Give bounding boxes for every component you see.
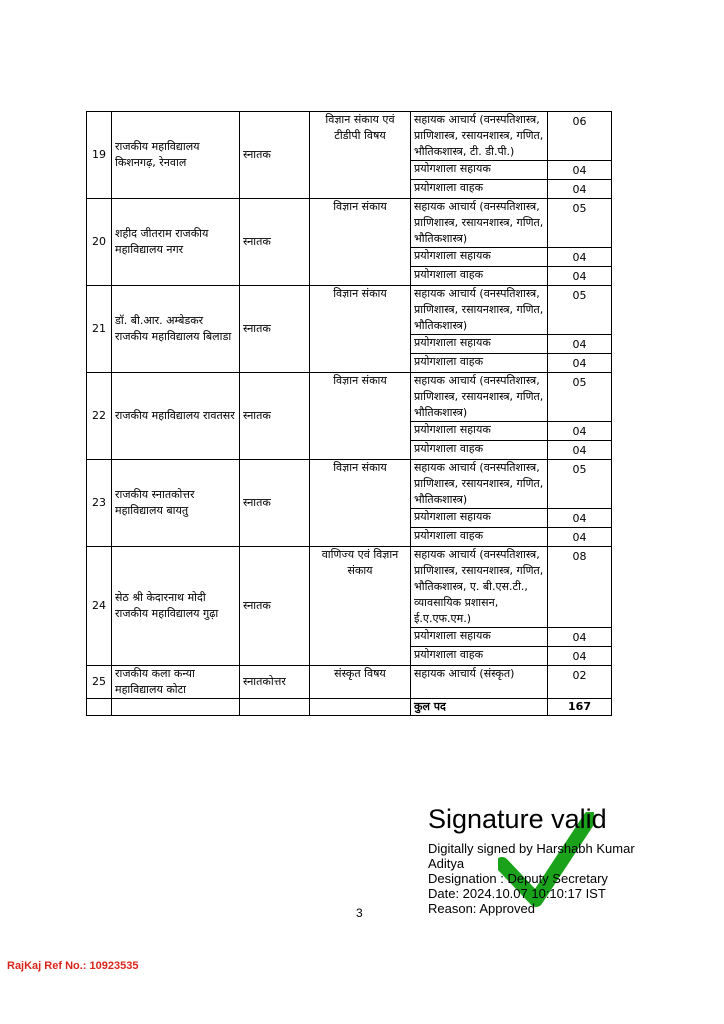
post-title-cell: प्रयोगशाला वाहक	[411, 647, 548, 666]
post-title-cell: प्रयोगशाला वाहक	[411, 180, 548, 199]
signature-designation: Designation : Deputy Secretary	[428, 871, 608, 886]
post-count-cell: 04	[548, 248, 612, 267]
course-level-cell: स्नातक	[240, 373, 310, 460]
post-count-cell: 08	[548, 547, 612, 628]
signature-reason: Reason: Approved	[428, 901, 535, 916]
course-level-cell: स्नातक	[240, 112, 310, 199]
table-row	[87, 199, 612, 248]
post-count-cell: 05	[548, 373, 612, 422]
post-title-cell: सहायक आचार्य (वनस्पतिशास्त्र, प्राणिशास्त्र, रसायनशास्त्र, गणित, भौतिकशास्त्र)	[411, 460, 548, 509]
college-name-cell: राजकीय महाविद्यालय किशनगढ़, रेनवाल	[112, 112, 240, 199]
post-title-cell: सहायक आचार्य (संस्कृत)	[411, 666, 548, 699]
faculty-cell: विज्ञान संकाय एवं टीडीपी विषय	[310, 112, 411, 199]
post-count-cell: 05	[548, 460, 612, 509]
table-body	[87, 112, 612, 716]
faculty-cell: विज्ञान संकाय	[310, 286, 411, 373]
post-title-cell: प्रयोगशाला सहायक	[411, 509, 548, 528]
serial-number-cell: 22	[87, 373, 112, 460]
post-count-cell: 05	[548, 286, 612, 335]
college-name-cell: राजकीय कला कन्या महाविद्यालय कोटा	[112, 666, 240, 699]
post-title-cell: सहायक आचार्य (वनस्पतिशास्त्र, प्राणिशास्त्र, रसायनशास्त्र, गणित, भौतिकशास्त्र)	[411, 199, 548, 248]
total-label-cell: कुल पद	[411, 699, 548, 716]
college-name-cell: शहीद जीतराम राजकीय महाविद्यालय नगर	[112, 199, 240, 286]
signature-signer-name: Aditya	[428, 856, 465, 871]
post-count-cell: 04	[548, 509, 612, 528]
college-name-cell: डॉ. बी.आर. अम्बेडकर राजकीय महाविद्यालय बिलाडा	[112, 286, 240, 373]
empty-cell	[87, 699, 112, 716]
post-count-cell: 04	[548, 528, 612, 547]
post-title-cell: सहायक आचार्य (वनस्पतिशास्त्र, प्राणिशास्त्र, रसायनशास्त्र, गणित, भौतिकशास्त्र, ए. बी.एस.टी., व्यावसायिक प्रशासन, ई.ए.एफ.एम.)	[411, 547, 548, 628]
posts-table	[86, 111, 612, 716]
empty-cell	[240, 699, 310, 716]
college-name-cell: सेठ श्री केदारनाथ मोदी राजकीय महाविद्यालय गुढ़ा	[112, 547, 240, 666]
post-count-cell: 04	[548, 628, 612, 647]
post-count-cell: 04	[548, 647, 612, 666]
post-count-cell: 04	[548, 441, 612, 460]
signature-status: Signature valid	[428, 804, 607, 834]
table-row	[87, 112, 612, 161]
post-title-cell: प्रयोगशाला सहायक	[411, 248, 548, 267]
table-row	[87, 373, 612, 422]
course-level-cell: स्नातकोत्तर	[240, 666, 310, 699]
faculty-cell: संस्कृत विषय	[310, 666, 411, 699]
post-count-cell: 04	[548, 180, 612, 199]
post-title-cell: प्रयोगशाला सहायक	[411, 335, 548, 354]
table-row	[87, 460, 612, 509]
post-title-cell: प्रयोगशाला सहायक	[411, 422, 548, 441]
table-row	[87, 666, 612, 699]
signature-signed-by: Digitally signed by Harshabh Kumar	[428, 841, 635, 856]
post-count-cell: 04	[548, 354, 612, 373]
serial-number-cell: 21	[87, 286, 112, 373]
post-title-cell: सहायक आचार्य (वनस्पतिशास्त्र, प्राणिशास्त्र, रसायनशास्त्र, गणित, भौतिकशास्त्र)	[411, 286, 548, 335]
faculty-cell: विज्ञान संकाय	[310, 460, 411, 547]
post-count-cell: 04	[548, 335, 612, 354]
total-row	[87, 699, 612, 716]
serial-number-cell: 19	[87, 112, 112, 199]
post-title-cell: प्रयोगशाला सहायक	[411, 161, 548, 180]
empty-cell	[310, 699, 411, 716]
college-name-cell: राजकीय स्नातकोत्तर महाविद्यालय बायतु	[112, 460, 240, 547]
table-row	[87, 547, 612, 628]
reference-number: RajKaj Ref No.: 10923535	[7, 960, 139, 972]
serial-number-cell: 23	[87, 460, 112, 547]
faculty-cell: विज्ञान संकाय	[310, 373, 411, 460]
serial-number-cell: 20	[87, 199, 112, 286]
empty-cell	[112, 699, 240, 716]
post-title-cell: सहायक आचार्य (वनस्पतिशास्त्र, प्राणिशास्त्र, रसायनशास्त्र, गणित, भौतिकशास्त्र, टी. डी.पी.)	[411, 112, 548, 161]
table-row	[87, 286, 612, 335]
serial-number-cell: 25	[87, 666, 112, 699]
course-level-cell: स्नातक	[240, 547, 310, 666]
signature-date: Date: 2024.10.07 10:10:17 IST	[428, 886, 606, 901]
post-count-cell: 06	[548, 112, 612, 161]
serial-number-cell: 24	[87, 547, 112, 666]
post-count-cell: 05	[548, 199, 612, 248]
course-level-cell: स्नातक	[240, 199, 310, 286]
total-value-cell: 167	[548, 699, 612, 716]
course-level-cell: स्नातक	[240, 460, 310, 547]
course-level-cell: स्नातक	[240, 286, 310, 373]
college-name-cell: राजकीय महाविद्यालय रावतसर	[112, 373, 240, 460]
digital-signature-block	[428, 803, 718, 916]
faculty-cell: विज्ञान संकाय	[310, 199, 411, 286]
faculty-cell: वाणिज्य एवं विज्ञान संकाय	[310, 547, 411, 666]
post-title-cell: सहायक आचार्य (वनस्पतिशास्त्र, प्राणिशास्त्र, रसायनशास्त्र, गणित, भौतिकशास्त्र)	[411, 373, 548, 422]
page-number: 3	[356, 906, 363, 920]
post-title-cell: प्रयोगशाला सहायक	[411, 628, 548, 647]
post-count-cell: 04	[548, 422, 612, 441]
post-title-cell: प्रयोगशाला वाहक	[411, 354, 548, 373]
post-title-cell: प्रयोगशाला वाहक	[411, 267, 548, 286]
post-count-cell: 04	[548, 267, 612, 286]
post-title-cell: प्रयोगशाला वाहक	[411, 441, 548, 460]
post-count-cell: 04	[548, 161, 612, 180]
post-count-cell: 02	[548, 666, 612, 699]
post-title-cell: प्रयोगशाला वाहक	[411, 528, 548, 547]
